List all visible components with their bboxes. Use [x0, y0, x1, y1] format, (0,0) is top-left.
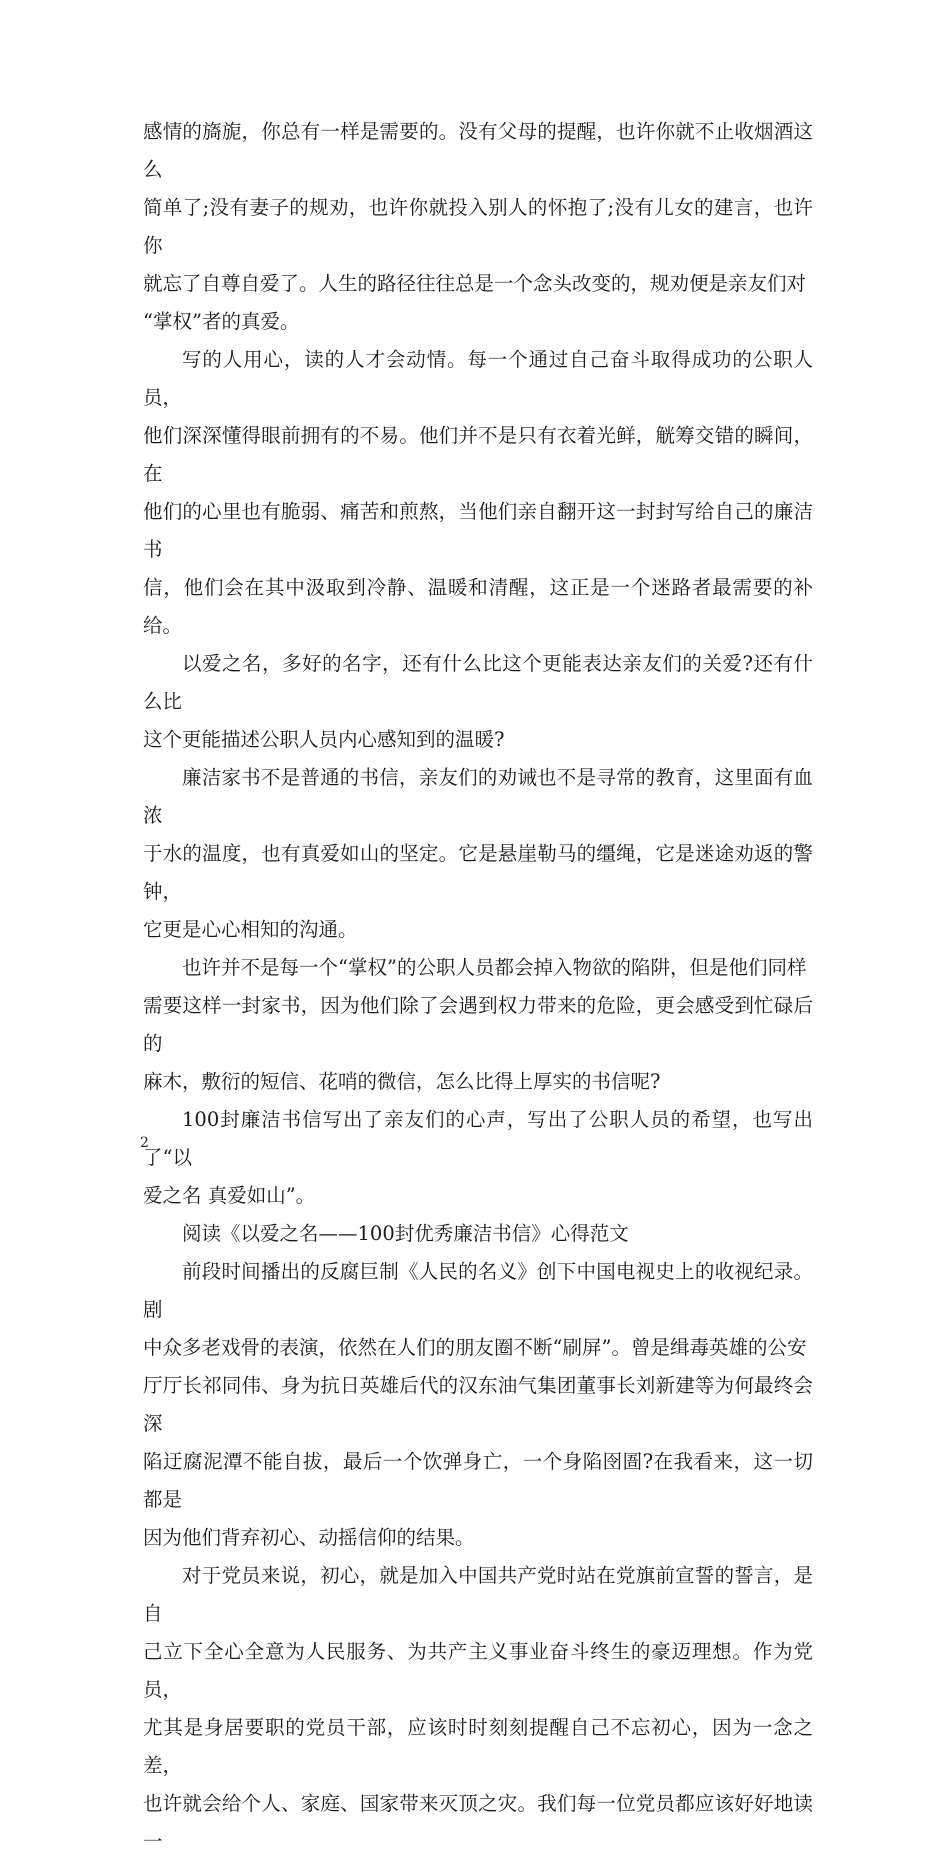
paragraph-3: 以爱之名，多好的名字，还有什么比这个更能表达亲友们的关爱?还有什么比 这个更能描述公职人员内心感知到的温暖? [143, 652, 813, 751]
paragraph-8: 对于党员来说，初心，就是加入中国共产党时站在党旗前宣誓的誓言，是自 己立下全心全意为人民服务、为共产主义事业奋斗终生的豪迈理想。作为党员， 尤其是身居要职的党员干部，应该时时刻刻提醒自己不忘初心，因为一念之差， 也许就会给个人、家庭、国家带来灭顶之灾。我们每一位党员都应该好好地读一 [143, 1564, 813, 1853]
page-number: 2 [140, 1135, 149, 1151]
paragraph-4: 廉洁家书不是普通的书信，亲友们的劝诫也不是寻常的教育，这里面有血浓 于水的温度，也有真爱如山的坚定。它是悬崖勒马的缰绳，它是迷途劝返的警钟， 它更是心心相知的沟通。 [143, 766, 813, 941]
paragraph-1: 感情的旖旎，你总有一样是需要的。没有父母的提醒，也许你就不止收烟酒这么 简单了;没有妻子的规劝，也许你就投入别人的怀抱了;没有儿女的建言，也许你 就忘了自尊自爱了。人生的路径往往总是一个念头改变的，规劝便是亲友们对 “掌权”者的真爱。 [143, 120, 813, 333]
paragraph-6: 100封廉洁书信写出了亲友们的心声，写出了公职人员的希望，也写出了“以 爱之名 真爱如山”。 [143, 1108, 813, 1207]
document-body [143, 113, 813, 1861]
paragraph-2: 写的人用心，读的人才会动情。每一个通过自己奋斗取得成功的公职人员， 他们深深懂得眼前拥有的不易。他们并不是只有衣着光鲜，觥筹交错的瞬间，在 他们的心里也有脆弱、痛苦和煎熬，当他们亲自翻开这一封封写给自己的廉洁书 信，他们会在其中汲取到冷静、温暖和清醒，这正是一个迷路者最需要的补给。 [143, 348, 813, 637]
section-heading: 阅读《以爱之名——100封优秀廉洁书信》心得范文 [182, 1222, 629, 1245]
paragraph-7: 前段时间播出的反腐巨制《人民的名义》创下中国电视史上的收视纪录。剧 中众多老戏骨的表演，依然在人们的朋友圈不断“刷屏”。曾是缉毒英雄的公安 厅厅长祁同伟、身为抗日英雄后代的汉东油气集团董事长刘新建等为何最终会深 陷迂腐泥潭不能自拔，最后一个饮弹身亡，一个身陷囹圄?在我看来，这一切都是 因为他们背弃初心、动摇信仰的结果。 [143, 1260, 813, 1549]
paragraph-5: 也许并不是每一个“掌权”的公职人员都会掉入物欲的陷阱，但是他们同样 需要这样一封家书，因为他们除了会遇到权力带来的危险，更会感受到忙碌后的 麻木，敷衍的短信、花哨的微信，怎么比得上厚实的书信呢? [143, 956, 813, 1093]
